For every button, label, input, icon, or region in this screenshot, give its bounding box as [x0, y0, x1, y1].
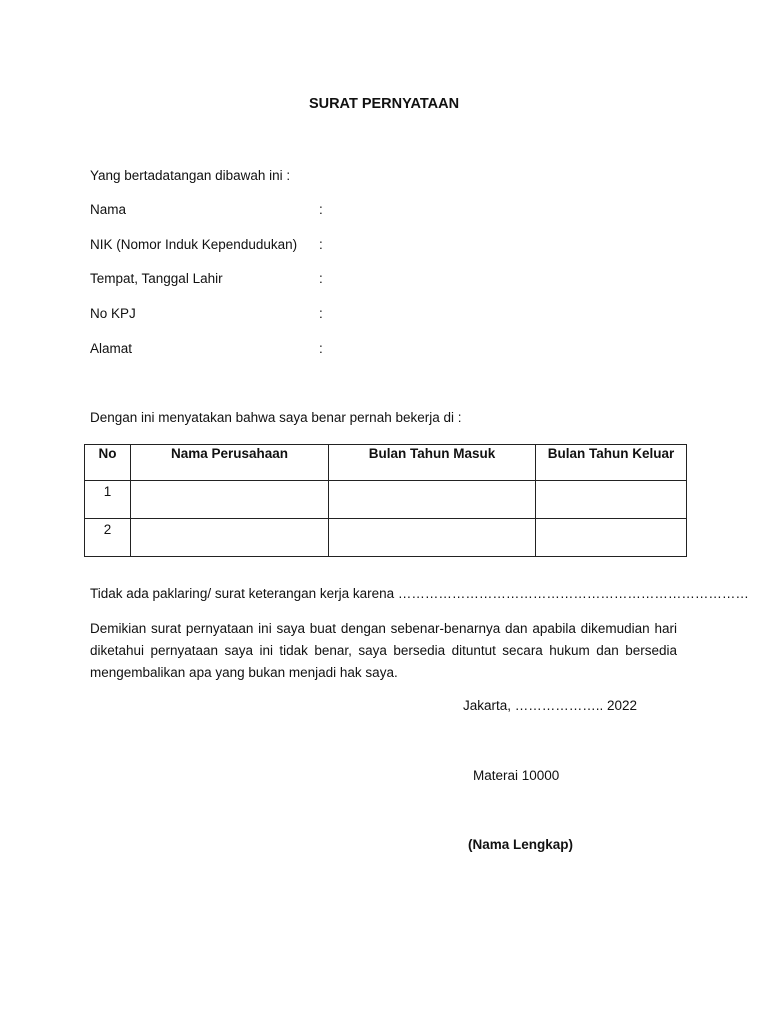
intro-text: Yang bertadatangan dibawah ini : — [90, 168, 291, 183]
employment-table — [84, 444, 687, 557]
field-label-alamat: Alamat — [90, 341, 133, 356]
row-number: 2 — [85, 519, 131, 557]
cell-bulan-tahun-keluar — [536, 481, 687, 519]
header-bulan-tahun-masuk: Bulan Tahun Masuk — [329, 445, 536, 481]
cell-nama-perusahaan — [131, 519, 329, 557]
field-label-nama: Nama — [90, 202, 127, 217]
field-colon: : — [319, 306, 323, 321]
document-title: SURAT PERNYATAAN — [308, 96, 460, 112]
field-colon: : — [319, 237, 323, 252]
closing-paragraph: Demikian surat pernyataan ini saya buat dengan sebenar-benarnya dan apabila dikemudian hari diketahui pernyataan saya ini tidak benar, saya bersedia dituntut secara hukum dan bersedia mengembalikan apa yang bukan menjadi hak saya. — [90, 621, 677, 680]
cell-bulan-tahun-masuk — [329, 519, 536, 557]
cell-bulan-tahun-masuk — [329, 481, 536, 519]
cell-nama-perusahaan — [131, 481, 329, 519]
table-header-row — [85, 445, 687, 481]
header-bulan-tahun-keluar: Bulan Tahun Keluar — [536, 445, 687, 481]
signature-name: (Nama Lengkap) — [468, 837, 574, 852]
cell-bulan-tahun-keluar — [536, 519, 687, 557]
table-row — [85, 481, 687, 519]
place-date: Jakarta, ……………….. 2022 — [463, 698, 638, 713]
field-label-no-kpj: No KPJ — [90, 306, 136, 321]
field-colon: : — [319, 271, 323, 286]
materai-label: Materai 10000 — [473, 768, 560, 783]
statement-text: Dengan ini menyatakan bahwa saya benar pernah bekerja di : — [90, 410, 462, 425]
row-number: 1 — [85, 481, 131, 519]
table-row — [85, 519, 687, 557]
header-nama-perusahaan: Nama Perusahaan — [131, 445, 329, 481]
field-colon: : — [319, 202, 323, 217]
field-colon: : — [319, 341, 323, 356]
no-paklaring-text: Tidak ada paklaring/ surat keterangan kerja karena …………………………………………………………………… — [90, 586, 749, 601]
field-label-tempat-tanggal-lahir: Tempat, Tanggal Lahir — [90, 271, 223, 286]
field-label-nik: NIK (Nomor Induk Kependudukan) — [90, 237, 298, 252]
header-no: No — [85, 445, 131, 481]
